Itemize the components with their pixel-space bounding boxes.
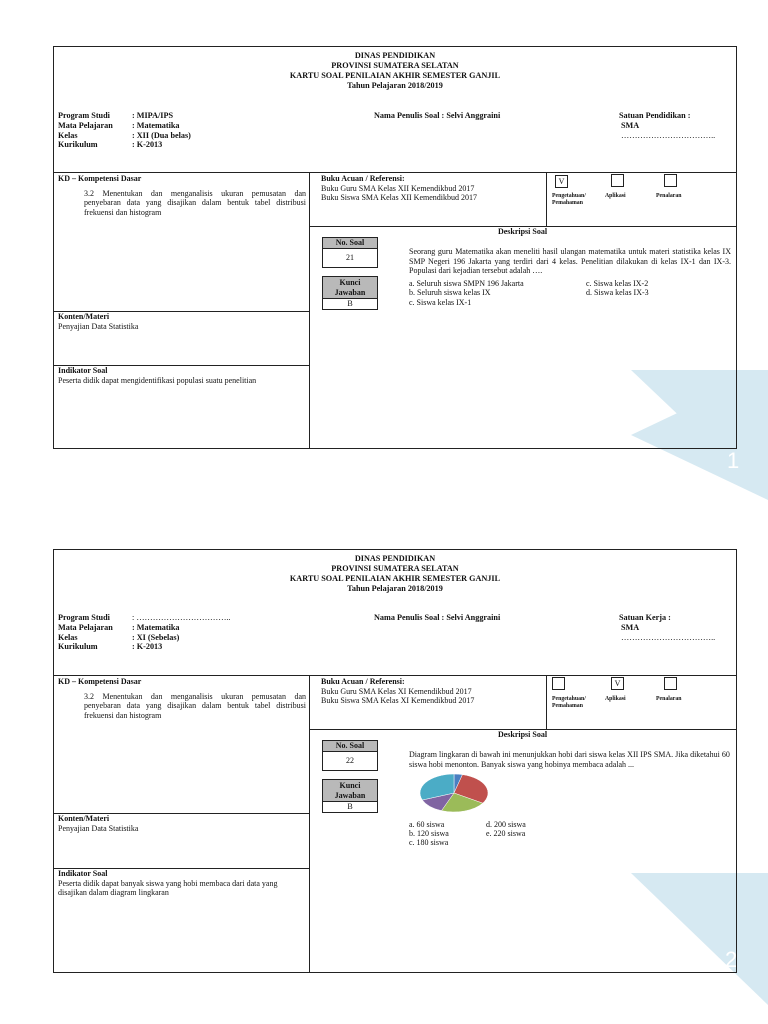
checkbox-aplikasi[interactable]: V <box>611 677 624 690</box>
kurikulum-value: : K-2013 <box>132 642 163 652</box>
konten-cell <box>58 814 306 833</box>
indikator-text: Peserta didik dapat banyak siswa yang hobi membaca dari data yang disajikan dalam diagram lingkaran <box>58 878 278 898</box>
divider <box>54 172 736 173</box>
kelas-value: : XII (Dua belas) <box>132 130 191 140</box>
kelas-label: Kelas <box>58 632 78 642</box>
satuan-label: Satuan Pendidikan : <box>619 111 691 120</box>
header-line-4: Tahun Pelajaran 2018/2019 <box>347 584 443 593</box>
no-soal-box <box>322 237 378 268</box>
kd-title: KD – Kompetensi Dasar <box>58 677 142 686</box>
buku-1: Buku Guru SMA Kelas XII Kemendikbud 2017 <box>321 183 475 193</box>
kunci-box <box>322 779 378 813</box>
kunci-box <box>322 276 378 310</box>
header-line-3: KARTU SOAL PENILAIAN AKHIR SEMESTER GANJIL <box>289 574 501 583</box>
kelas-label: Kelas <box>58 130 78 140</box>
divider <box>309 675 310 972</box>
kunci-label: Kunci Jawaban <box>323 277 377 299</box>
checkbox-penalaran[interactable] <box>664 677 677 690</box>
header-line-3: KARTU SOAL PENILAIAN AKHIR SEMESTER GANJIL <box>289 71 501 80</box>
checkbox-pengetahuan[interactable]: V <box>555 175 568 188</box>
card-header <box>54 550 736 594</box>
level-label-3: Penalaran <box>656 193 682 199</box>
option-c: c. 180 siswa <box>409 838 449 847</box>
header-line-1: DINAS PENDIDIKAN <box>354 554 436 563</box>
konten-cell <box>58 312 306 331</box>
satuan-value: SMA <box>621 120 640 130</box>
question-card-1 <box>53 46 737 449</box>
satuan-label: Satuan Kerja : <box>619 613 671 622</box>
indikator-text: Peserta didik dapat mengidentifikasi populasi suatu penelitian <box>58 375 257 385</box>
konten-text: Penyajian Data Statistika <box>58 823 139 833</box>
pie-chart <box>418 772 490 814</box>
card-header <box>54 47 736 91</box>
kd-cell <box>58 174 306 217</box>
page-number-1: 1 <box>727 448 740 473</box>
deskripsi-title: Deskripsi Soal <box>497 227 548 236</box>
level-label-2: Aplikasi <box>605 193 626 199</box>
header-line-1: DINAS PENDIDIKAN <box>354 51 436 60</box>
checkbox-pengetahuan[interactable] <box>552 677 565 690</box>
page-number-2: 2 <box>725 947 738 972</box>
level-label-3: Penalaran <box>656 696 682 702</box>
kunci-label: Kunci Jawaban <box>323 780 377 802</box>
satuan-block <box>619 613 715 642</box>
no-soal-box <box>322 740 378 771</box>
level-label-2: Aplikasi <box>605 696 626 702</box>
buku-cell <box>321 174 543 203</box>
konten-title: Konten/Materi <box>58 814 110 823</box>
level-label-1: Pengetahuan/ Pemahaman <box>552 696 586 709</box>
mapel-label: Mata Pelajaran <box>58 120 113 130</box>
no-soal-label: No. Soal <box>323 741 377 752</box>
buku-title: Buku Acuan / Referensi: <box>321 174 405 183</box>
option-c: c. Siswa kelas IX-1 <box>409 298 472 307</box>
buku-title: Buku Acuan / Referensi: <box>321 677 405 686</box>
option-d: d. 200 siswa <box>486 820 526 829</box>
indikator-title: Indikator Soal <box>58 366 108 375</box>
question-text: Seorang guru Matematika akan meneliti hasil ulangan matematika untuk materi statistika kelas IX SMP Negeri 196 Jakarta yang terdiri dari 4 kelas. Penelitian dilakukan di kelas IX-1 dan IX-3. Populasi dari kejadian tersebut adalah …. <box>409 247 731 276</box>
indikator-cell <box>58 366 306 385</box>
option-a: a. 60 siswa <box>409 820 445 829</box>
konten-title: Konten/Materi <box>58 312 110 321</box>
kurikulum-label: Kurikulum <box>58 642 98 652</box>
option-b: b. Seluruh siswa kelas IX <box>409 288 491 297</box>
program-label: Program Studi <box>58 613 110 622</box>
option-a: a. Seluruh siswa SMPN 196 Jakarta <box>409 279 524 288</box>
indikator-title: Indikator Soal <box>58 869 108 878</box>
no-soal-value: 22 <box>346 756 354 765</box>
option-c2: c. Siswa kelas IX-2 <box>586 279 649 288</box>
buku-2: Buku Siswa SMA Kelas XI Kemendikbud 2017 <box>321 696 475 706</box>
program-value: : …………………………….. <box>132 613 231 622</box>
checkbox-penalaran[interactable] <box>664 174 677 187</box>
pie-slices <box>420 774 488 812</box>
no-soal-label: No. Soal <box>323 238 377 249</box>
kd-text: 3.2 Menentukan dan menganalisis ukuran pemusatan dan penyebaran data yang disajikan dalam bentuk tabel distribusi frekuensi dan histogram <box>84 188 306 217</box>
penulis: Nama Penulis Soal : Selvi Anggraini <box>374 613 501 622</box>
satuan-value: SMA <box>621 622 640 632</box>
satuan-dots: …………………………….. <box>621 632 716 642</box>
mapel-label: Mata Pelajaran <box>58 622 113 632</box>
divider <box>54 675 736 676</box>
divider <box>546 172 547 226</box>
option-e: e. 220 siswa <box>486 829 526 838</box>
kunci-value: B <box>347 802 353 811</box>
level-label-1: Pengetahuan/ Pemahaman <box>552 193 586 206</box>
header-line-2: PROVINSI SUMATERA SELATAN <box>331 61 459 70</box>
kunci-value: B <box>347 299 353 308</box>
option-b: b. 120 siswa <box>409 829 449 838</box>
divider <box>309 172 310 448</box>
no-soal-value: 21 <box>346 253 354 262</box>
checkbox-aplikasi[interactable] <box>611 174 624 187</box>
identity-block <box>58 111 191 150</box>
kurikulum-label: Kurikulum <box>58 140 98 150</box>
kd-cell <box>58 677 306 720</box>
kurikulum-value: : K-2013 <box>132 140 163 150</box>
buku-1: Buku Guru SMA Kelas XI Kemendikbud 2017 <box>321 686 472 696</box>
mapel-value: : Matematika <box>132 622 180 632</box>
deskripsi-title: Deskripsi Soal <box>497 730 548 739</box>
header-line-4: Tahun Pelajaran 2018/2019 <box>347 81 443 90</box>
satuan-dots: …………………………….. <box>621 130 716 140</box>
question-card-2 <box>53 549 737 973</box>
identity-block <box>58 613 230 652</box>
header-line-2: PROVINSI SUMATERA SELATAN <box>331 564 459 573</box>
buku-2: Buku Siswa SMA Kelas XII Kemendikbud 2017 <box>321 193 477 203</box>
mapel-value: : Matematika <box>132 120 180 130</box>
option-d: d. Siswa kelas IX-3 <box>586 288 649 297</box>
satuan-block <box>619 111 715 140</box>
indikator-cell <box>58 869 298 898</box>
program-label: Program Studi <box>58 111 110 120</box>
buku-cell <box>321 677 543 706</box>
kelas-value: : XI (Sebelas) <box>132 632 180 642</box>
question-text: Diagram lingkaran di bawah ini menunjukkan hobi dari siswa kelas XII IPS SMA. Jika diketahui 60 siswa hobi menonton. Banyak siswa yang hobinya membaca adalah ... <box>409 750 730 769</box>
program-value: : MIPA/IPS <box>132 111 174 120</box>
penulis: Nama Penulis Soal : Selvi Anggraini <box>374 111 501 120</box>
kd-text: 3.2 Menentukan dan menganalisis ukuran pemusatan dan penyebaran data yang disajikan dalam bentuk tabel distribusi frekuensi dan histogram <box>84 691 306 720</box>
konten-text: Penyajian Data Statistika <box>58 321 139 331</box>
kd-title: KD – Kompetensi Dasar <box>58 174 142 183</box>
divider <box>546 675 547 729</box>
